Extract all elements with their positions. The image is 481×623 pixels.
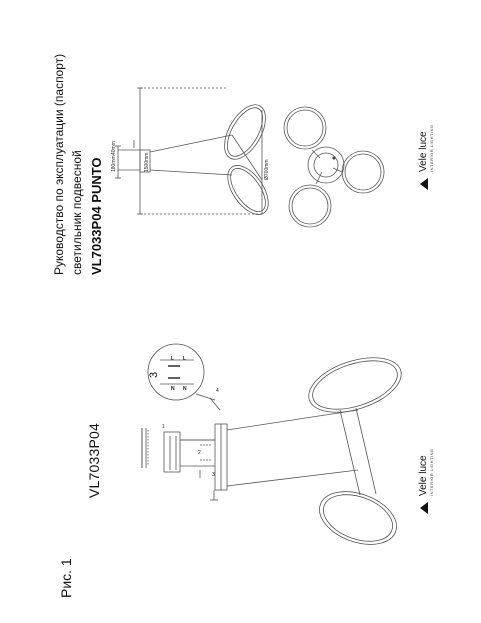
terminal-label: L [183, 356, 187, 362]
terminal-label: N [183, 386, 187, 392]
callout-number: 4 [216, 388, 219, 394]
dimension-canopy: 40mm [111, 141, 117, 155]
dimension-diameter: Ø700mm [264, 159, 270, 180]
terminal-label: N [171, 386, 175, 392]
manual-title: Руководство по эксплуатации (паспорт) [52, 53, 66, 275]
right-panel-drawing [115, 88, 384, 227]
terminal-label: L [171, 356, 175, 362]
figure-label: Рис. 1 [58, 558, 74, 598]
brand-logo-right [418, 124, 434, 172]
brand-logo-icon [420, 502, 428, 514]
brand-name: Vele luce [418, 131, 429, 172]
callout-number: 2 [198, 450, 201, 456]
brand-logo-icon [420, 178, 428, 190]
left-model-number: VL7033P04 [86, 423, 102, 498]
callout-number: 1 [162, 424, 165, 430]
brand-logo-left [418, 448, 434, 496]
product-model-title: VL7033P04 PUNTO [89, 157, 104, 275]
wiring-step-number: 3 [148, 371, 160, 378]
brand-tagline: INTERIOR LIGHTING [429, 448, 434, 496]
brand-name: Vele luce [418, 455, 429, 496]
brand-tagline: INTERIOR LIGHTING [429, 124, 434, 172]
left-panel-drawing [142, 344, 408, 554]
callout-number: 3 [212, 472, 215, 478]
product-type: светильник подвесной [70, 150, 84, 275]
dimension-width: 1500mm [144, 152, 150, 172]
dimension-height: 180mm [111, 155, 117, 172]
